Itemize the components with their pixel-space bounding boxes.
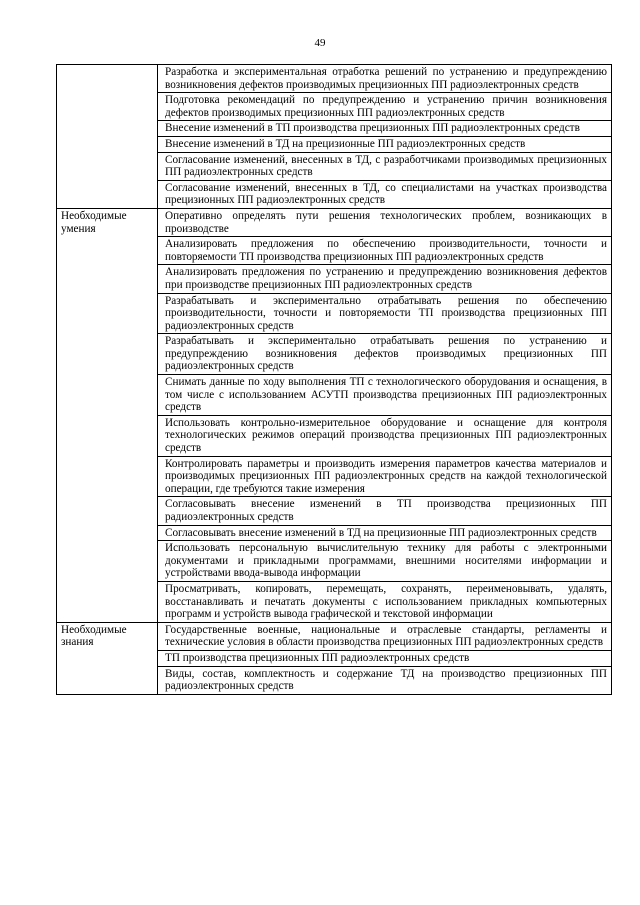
requirement-cell: Анализировать предложения по обеспечению производительности, точности и повторяемости ТП производства прецизионных ПП радиоэлектронных средств	[158, 237, 612, 265]
requirement-cell: Согласование изменений, внесенных в ТД, со специалистами на участках производства прецизионных ПП радиоэлектронных средств	[158, 180, 612, 208]
requirement-cell: Использовать персональную вычислительную технику для работы с электронными документами и прикладными программами, внешними носителями информации и устройствами ввода-вывода информации	[158, 541, 612, 582]
requirement-cell: Анализировать предложения по устранению и предупреждению возникновения дефектов при производстве прецизионных ПП радиоэлектронных средств	[158, 265, 612, 293]
requirement-cell: ТП производства прецизионных ПП радиоэлектронных средств	[158, 650, 612, 666]
table-row	[57, 622, 612, 650]
requirement-cell: Согласовывать внесение изменений в ТП производства прецизионных ПП радиоэлектронных средств	[158, 497, 612, 525]
requirement-cell: Просматривать, копировать, перемещать, сохранять, переименовывать, удалять, восстанавливать и печатать документы с использованием прикладных компьютерных программ и устройств вывода графической и текстовой информации	[158, 581, 612, 622]
requirement-cell: Внесение изменений в ТД на прецизионные ПП радиоэлектронных средств	[158, 136, 612, 152]
requirements-table-body	[57, 65, 612, 695]
requirement-cell: Использовать контрольно-измерительное оборудование и оснащение для контроля технологических режимов операций производства прецизионных ПП радиоэлектронных средств	[158, 415, 612, 456]
requirement-cell: Виды, состав, комплектность и содержание ТД на производство прецизионных ПП радиоэлектронных средств	[158, 666, 612, 694]
requirement-cell: Контролировать параметры и производить измерения параметров качества материалов и производимых прецизионных ПП радиоэлектронных средств на каждой технологической операции, где требуются такие измерения	[158, 456, 612, 497]
requirement-cell: Согласование изменений, внесенных в ТД, с разработчиками производимых прецизионных ПП радиоэлектронных средств	[158, 152, 612, 180]
requirement-cell: Подготовка рекомендаций по предупреждению и устранению причин возникновения дефектов производимых прецизионных ПП радиоэлектронных средств	[158, 93, 612, 121]
requirement-cell: Разработка и экспериментальная отработка решений по устранению и предупреждению возникновения дефектов производимых прецизионных ПП радиоэлектронных средств	[158, 65, 612, 93]
requirement-cell: Снимать данные по ходу выполнения ТП с технологического оборудования и оснащения, в том числе с использованием АСУТП производства прецизионных ПП радиоэлектронных средств	[158, 375, 612, 416]
requirement-cell: Разрабатывать и экспериментально отрабатывать решения по обеспечению производительности, точности и повторяемости ТП производства прецизионных ПП радиоэлектронных средств	[158, 293, 612, 334]
requirements-table	[56, 64, 612, 695]
page-number: 49	[314, 37, 326, 49]
requirement-cell: Государственные военные, национальные и отраслевые стандарты, регламенты и технические условия в области производства прецизионных ПП радиоэлектронных средств	[158, 622, 612, 650]
requirement-cell: Разрабатывать и экспериментально отрабатывать решения по устранению и предупреждению возникновения дефектов производимых прецизионных ПП радиоэлектронных средств	[158, 334, 612, 375]
category-cell: Необходимые умения	[57, 208, 158, 622]
requirement-cell: Оперативно определять пути решения технологических проблем, возникающих в производстве	[158, 208, 612, 236]
table-row	[57, 208, 612, 236]
category-cell: Необходимые знания	[57, 622, 158, 694]
category-cell	[57, 65, 158, 209]
requirement-cell: Внесение изменений в ТП производства прецизионных ПП радиоэлектронных средств	[158, 121, 612, 137]
requirement-cell: Согласовывать внесение изменений в ТД на прецизионные ПП радиоэлектронных средств	[158, 525, 612, 541]
table-row	[57, 65, 612, 93]
